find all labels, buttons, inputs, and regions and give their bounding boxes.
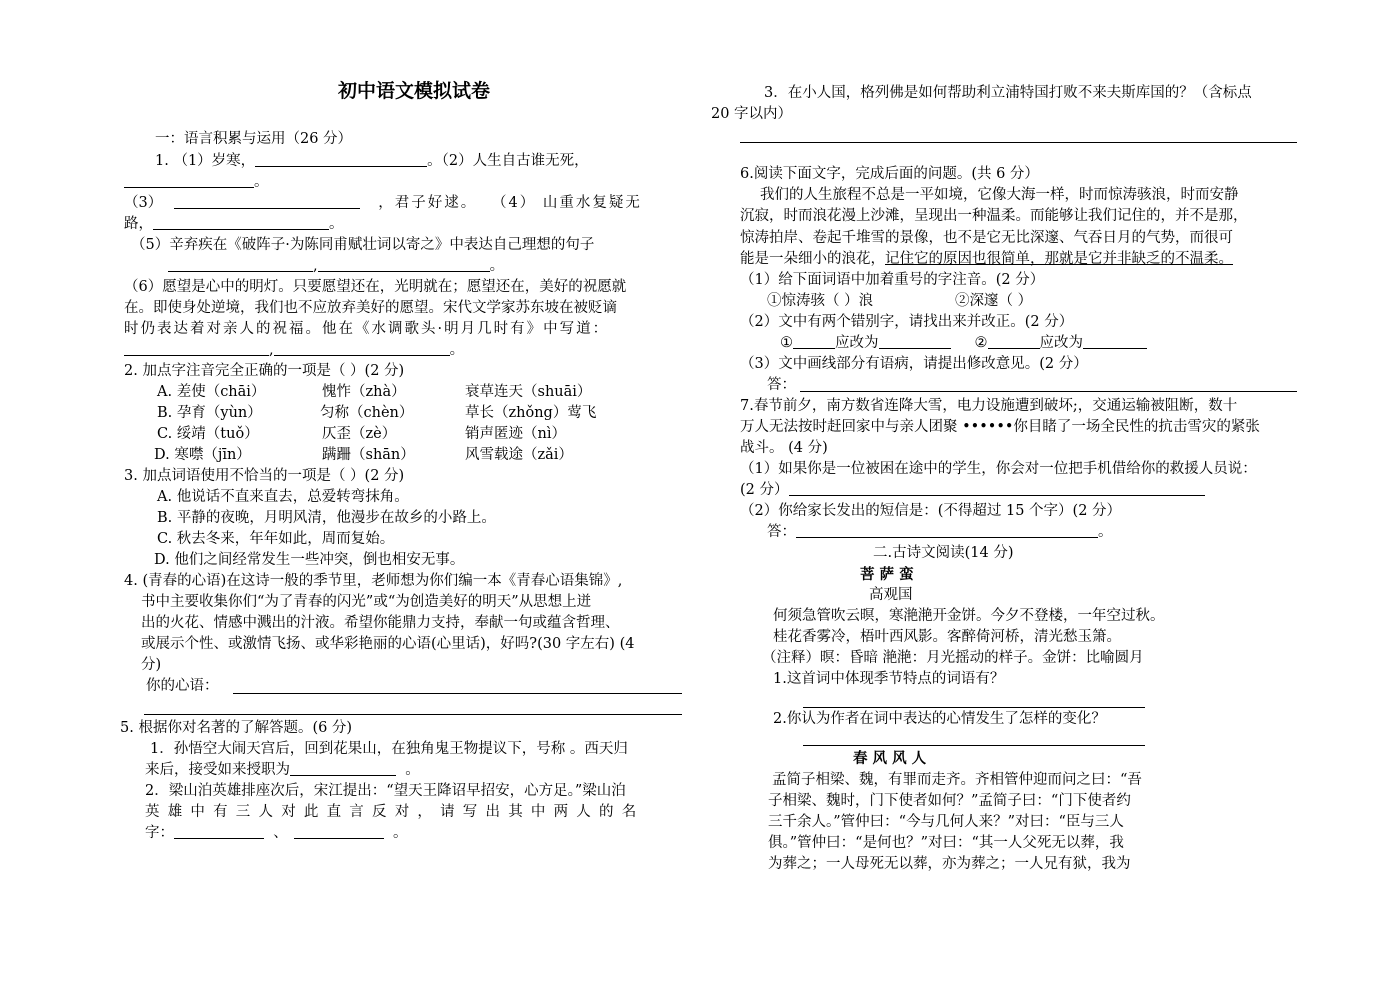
q6-stem: 6.阅读下面文字，完成后面的问题。(共 6 分） xyxy=(740,166,1039,182)
q6-sub2-answers: ① 应改为 ② 应改为 xyxy=(780,334,1147,352)
underlined-sentence: 记住它的原因也很简单，那就是它并非缺乏的不温柔。 xyxy=(885,251,1233,267)
q7-sub1-line: (2 分） xyxy=(740,481,1205,499)
poet-name: 高观国 xyxy=(869,587,913,603)
poem-title: 菩 萨 蛮 xyxy=(860,566,914,583)
page-title: 初中语文模拟试卷 xyxy=(338,80,491,102)
q5-2a: 2．梁山泊英雄排座次后，宋江提出：“望天王降诏早招安，心方足。”梁山泊 xyxy=(145,783,626,799)
answer-blank[interactable] xyxy=(255,152,427,167)
q2-option-d2: 蹒跚（shān） xyxy=(322,447,415,463)
poem-line-2: 桂花香雾冷，梧叶西风影。客醉倚河桥，清光愁玉箫。 xyxy=(773,629,1121,645)
q6-answer-line[interactable] xyxy=(800,391,1297,392)
q6-passage-4: 能是一朵细小的浪花，记住它的原因也很简单，那就是它并非缺乏的不温柔。 xyxy=(740,251,1233,267)
q4-answer-line-2[interactable] xyxy=(144,714,682,715)
q4-line3: 出的火花、情感中溅出的汁液。希望你能鼎力支持，奉献一句或蕴含哲理、 xyxy=(141,615,620,631)
answer-blank[interactable] xyxy=(1083,334,1147,349)
answer-blank[interactable] xyxy=(793,334,835,349)
r-q3-line2: 20 字以内） xyxy=(711,106,793,122)
q7-line1: 7.春节前夕，南方数省连降大雪，电力设施遭到破坏;，交通运输被阻断，数十 xyxy=(740,398,1238,414)
q2-option-a3: 衰草连天（shuāi） xyxy=(465,384,592,400)
q7-line2: 万人无法按时赶回家中与亲人团聚 ••••••你目睹了一场全民性的抗击雪灾的紧张 xyxy=(740,419,1260,435)
answer-blank[interactable] xyxy=(318,257,490,272)
section-2-heading: 二.古诗文阅读(14 分) xyxy=(873,545,1014,561)
q2-option-c3: 销声匿迹（nì） xyxy=(465,426,566,442)
prose-line-3: 三千余人。”管仲曰：“今与几何人来？”对曰：“臣与三人 xyxy=(768,814,1124,830)
answer-blank[interactable] xyxy=(124,173,254,188)
answer-blank[interactable] xyxy=(290,761,396,776)
q4-line1: 4. (青春的心语)在这诗一般的季节里，老师想为你们编一本《青春心语集锦》, xyxy=(124,573,623,589)
q2-option-b2: 匀称（chèn） xyxy=(320,405,414,421)
q3-option-d: D. 他们之间经常发生一些冲突，倒也相安无事。 xyxy=(154,552,465,568)
q1-5: （5）辛弃疾在《破阵子·为陈同甫赋壮词以寄之》中表达自己理想的句子 xyxy=(131,237,595,253)
poem-q2-answer-line[interactable] xyxy=(803,745,1145,746)
answer-blank[interactable] xyxy=(174,194,360,209)
q4-line5: 分) xyxy=(141,657,162,673)
q2-option-a2: 愧怍（zhà） xyxy=(322,384,406,400)
q2-option-b: B. 孕育（yùn） xyxy=(157,405,262,421)
q5-1a: 1．孙悟空大闹天宫后，回到花果山，在独角鬼王物提议下，号称 。西天归 xyxy=(150,741,628,757)
q1-line4: 路， 。 xyxy=(124,216,344,232)
poem-q1-answer-line[interactable] xyxy=(803,707,1145,708)
q4-line4: 或展示个性、或激情飞扬、或华彩艳丽的心语(心里话)，好吗?(30 字左右) (4 xyxy=(141,636,635,652)
prose-title: 春 风 风 人 xyxy=(853,750,927,767)
r-q3-line1: 3．在小人国，格列佛是如何帮助利立浦特国打败不来夫斯库国的？（含标点 xyxy=(764,85,1252,101)
answer-blank[interactable] xyxy=(174,824,264,839)
answer-blank[interactable] xyxy=(988,334,1040,349)
q6-sub1a: ①惊涛骇（ ）浪 xyxy=(767,293,874,309)
q6-sub1b: ②深邃（ ） xyxy=(955,293,1033,309)
q6-passage-2: 沉寂，时而浪花漫上沙滩，呈现出一种温柔。而能够让我们记住的，并不是那， xyxy=(740,208,1248,224)
q5-2c: 字： 、 。 xyxy=(145,825,408,841)
poem-question-1: 1.这首词中体现季节特点的词语有？ xyxy=(773,671,1005,687)
q3-stem: 3. 加点词语使用不恰当的一项是（ ）(2 分) xyxy=(124,468,405,484)
q1-line1: 1. （1）岁寒， 。（2）人生自古谁无死， xyxy=(155,153,589,169)
answer-blank[interactable] xyxy=(124,341,269,356)
q7-line3: 战斗。 (4 分) xyxy=(740,440,828,456)
q2-option-d3: 风雪载途（zǎi） xyxy=(465,447,573,463)
answer-blank[interactable] xyxy=(274,341,450,356)
answer-blank[interactable] xyxy=(796,523,1098,538)
q4-answer-line-1[interactable] xyxy=(233,693,682,694)
q1-5-blanks: , 。 xyxy=(168,257,504,275)
q6-passage-1: 我们的人生旅程不总是一平如境，它像大海一样，时而惊涛骇浪，时而安静 xyxy=(760,187,1239,203)
q5-2b: 英雄中有三人对此直言反对，请写出其中两人的名 xyxy=(145,804,645,820)
q4-answer-label: 你的心语： xyxy=(146,678,219,694)
q1-6b: 在。即使身处逆境，我们也不应放弃美好的愿望。宋代文学家苏东坡在被贬谪 xyxy=(124,300,617,316)
q7-sub1: （1）如果你是一位被困在途中的学生，你会对一位把手机借给你的救援人员说： xyxy=(740,461,1257,477)
q4-line2: 书中主要收集你们“为了青春的闪光”或“为创造美好的明天”从思想上迸 xyxy=(141,594,592,610)
q2-option-a: A. 差使（chāi） xyxy=(157,384,266,400)
q2-stem: 2. 加点字注音完全正确的一项是（ ）(2 分) xyxy=(124,363,405,379)
section-1-heading: 一：语言积累与运用（26 分） xyxy=(155,131,353,147)
poem-question-2: 2.你认为作者在词中表达的心情发生了怎样的变化？ xyxy=(773,711,1106,727)
q3-option-b: B. 平静的夜晚，月明风清，他漫步在故乡的小路上。 xyxy=(157,510,496,526)
q2-option-d: D. 寒噤（jīn） xyxy=(154,447,251,463)
answer-blank[interactable] xyxy=(168,257,313,272)
answer-blank[interactable] xyxy=(294,824,384,839)
q5-stem: 5. 根据你对名著的了解答题。(6 分) xyxy=(120,720,353,736)
answer-blank[interactable] xyxy=(789,481,1205,496)
q2-option-c2: 仄歪（zè） xyxy=(322,426,397,442)
q3-option-c: C. 秋去冬来，年年如此，周而复始。 xyxy=(157,531,395,547)
prose-line-1: 孟简子相梁、魏，有罪而走齐。齐相管仲迎而问之曰：“吾 xyxy=(772,772,1142,788)
prose-line-2: 子相梁、魏时，门下使者如何？”孟简子曰：“门下使者约 xyxy=(768,793,1131,809)
poem-line-1: 何须急管吹云暝，寒滟滟开金饼。今夕不登楼，一年空过秋。 xyxy=(773,608,1165,624)
q7-sub2: （2）你给家长发出的短信是：(不得超过 15 个字）(2 分） xyxy=(740,503,1122,519)
q1-line2: 。 xyxy=(124,173,269,191)
q2-option-b3: 草长（zhǒng）莺飞 xyxy=(465,405,597,421)
q3-option-a: A. 他说话不直来直去，总爱转弯抹角。 xyxy=(157,489,409,505)
q1-6c: 时仍表达着对亲人的祝福。他在《水调歌头·明月几时有》中写道： xyxy=(124,321,610,337)
q1-line3: （3） ，君子好逑。 （4） 山重水复疑无 xyxy=(124,195,642,211)
r-q3-answer-line[interactable] xyxy=(740,142,1297,143)
prose-line-5: 为葬之；一人母死无以葬，亦为葬之；一人兄有狱，我为 xyxy=(768,856,1131,872)
prose-line-4: 俱。”管仲曰：“是何也？”对曰：“其一人父死无以葬，我 xyxy=(768,835,1124,851)
q1-6a: （6）愿望是心中的明灯。只要愿望还在，光明就在；愿望还在，美好的祝愿就 xyxy=(124,279,627,295)
answer-blank[interactable] xyxy=(153,215,329,230)
answer-blank[interactable] xyxy=(879,334,951,349)
q6-passage-3: 惊涛拍岸、卷起千堆雪的景像，也不是它无比深邃、气吞日月的气势，而很可 xyxy=(740,230,1233,246)
q5-1b: 来后，接受如来授职为 。 xyxy=(145,762,420,778)
q6-sub1: （1）给下面词语中加着重号的字注音。(2 分） xyxy=(740,272,1045,288)
q2-option-c: C. 绥靖（tuǒ） xyxy=(157,426,259,442)
q6-sub2: （2）文中有两个错别字，请找出来并改正。(2 分） xyxy=(740,314,1074,330)
q7-sub2-line: 答： 。 xyxy=(767,524,1113,540)
q1-6-blanks: , 。 xyxy=(124,341,464,359)
poem-notes: （注释）暝：昏暗 滟滟：月光摇动的样子。金饼：比喻圆月 xyxy=(762,650,1144,666)
q6-sub3: （3）文中画线部分有语病，请提出修改意见。(2 分） xyxy=(740,356,1088,372)
q6-answer-label: 答： xyxy=(767,377,796,393)
